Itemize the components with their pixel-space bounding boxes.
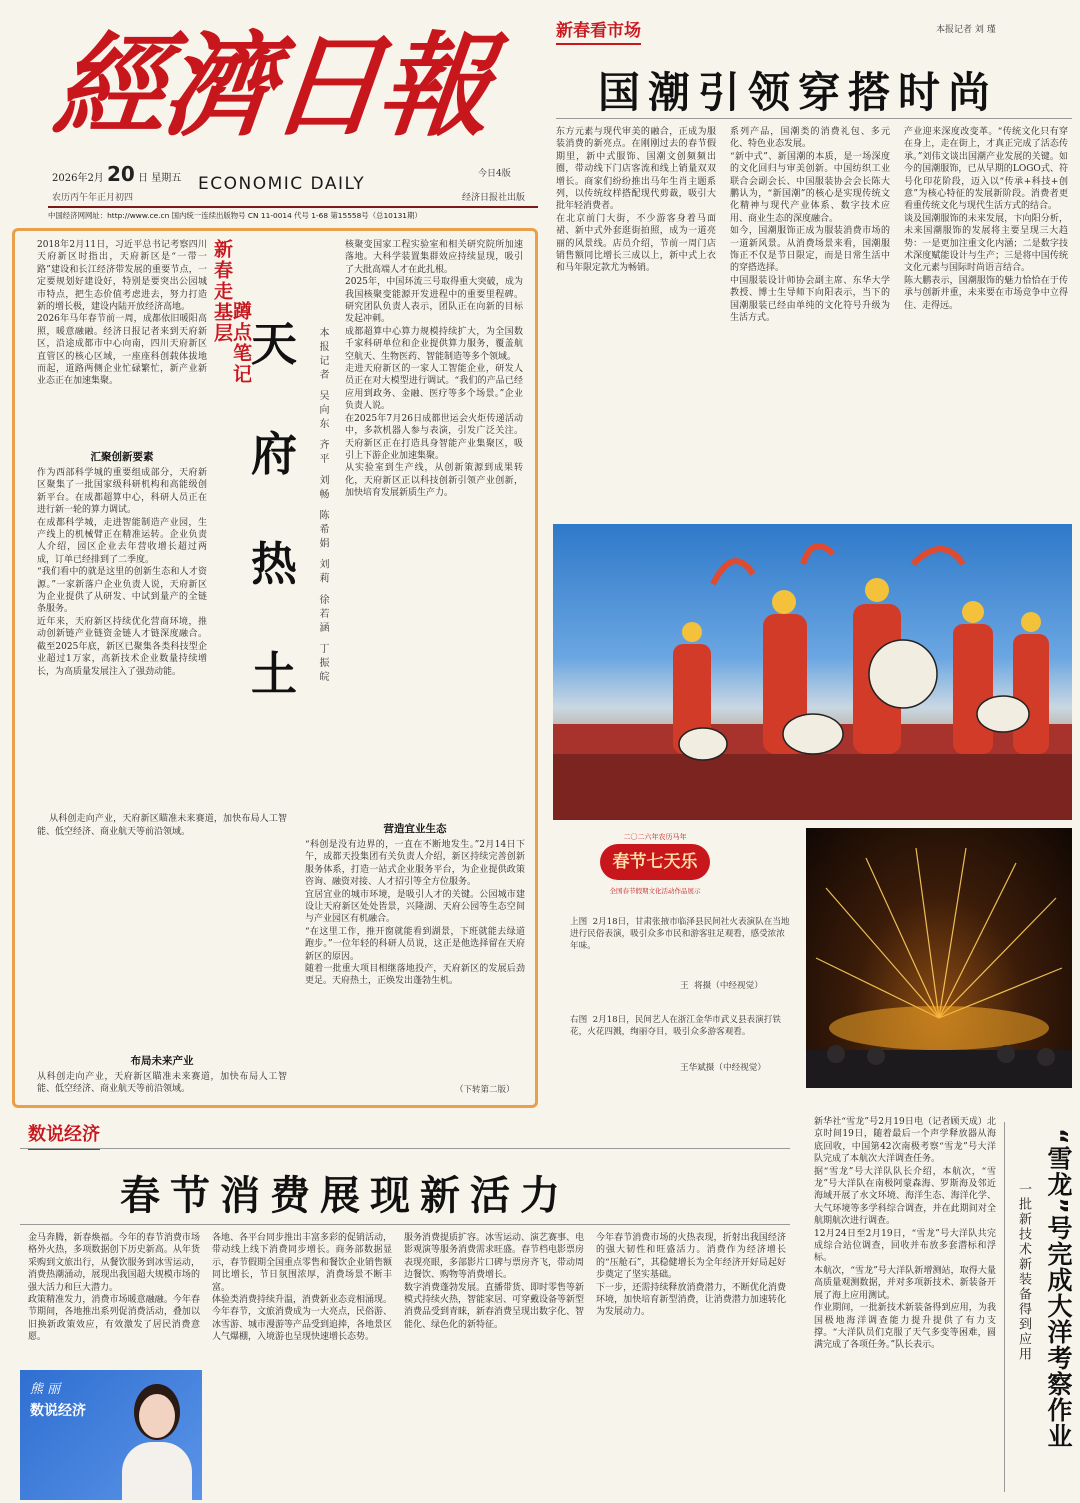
mid-column: 核聚变国家工程实验室和相关研究院所加速落地。大科学装置集群效应持续显现，吸引了大批高端人才在此扎根。 2025年，中国环流三号取得重大突破，成为我国核聚变能源开发进程中的重要里程碑。研究团队负责人表示，团队正在向新的目标发起冲刺。 成都超算中心算力规模持续扩大，为全国数千家科研单位和企业提供算力服务，覆盖航空航天、生物医药、智能制造等多个领域。 走进天府新区的一家人工智能企业，研发人员正在对大模型进行调试。“我们的产品已经应用到政务、金融、医疗等多个场景。”企业负责人说。 在2025年7月26日成都世运会火炬传递活动中，多款机器人参与表演，引发广泛关注。天府新区正在打造具身智能产业集聚区，吸引上下游企业加速集聚。 从实验室到生产线，从创新策源到成果转化，天府新区正以科技创新引领产业创新，加快培育发展新质生产力。 bbox=[345, 240, 523, 499]
top-column-3: 产业迎来深度改变革。“传统文化只有穿在身上，走在街上，才真正完成了活态传承。”刘伟文谈出国潮产业发展的关键。如今的国潮服饰，已从早期的LOGO式、符号化印花阶段，迈入以“传承+科技+创意”为核心特征的发展新阶段。消费者更看重传统文化与现代生活方式的结合。 谈及国潮服饰的未来发展，卞向阳分析，未来国潮服饰的发展将主要呈现三大趋势：一是更加注重文化内涵；二是数字技术深度赋能设计与生产；三是将中国传统文化元素与国际时尚语言结合。 陈大鹏表示，国潮服饰的魅力恰恰在于传承与创新并重，未来要在市场竞争中立得住、走得远。 bbox=[904, 127, 1068, 311]
top-feature bbox=[548, 0, 1080, 505]
columnist-label: 数说经济 bbox=[30, 1403, 86, 1419]
xuelong-headline: “雪龙”号完成大洋考察作业 bbox=[1044, 1128, 1073, 1449]
title-char-2: 府 bbox=[251, 427, 297, 481]
badge-top-text: 二〇二六年农历马年 bbox=[623, 833, 687, 841]
feature-title bbox=[251, 317, 311, 761]
photo-datiehua-art bbox=[806, 828, 1072, 1088]
newspaper-logo: 經濟日報 bbox=[48, 21, 494, 152]
top-headline-rule bbox=[556, 118, 1072, 119]
masthead bbox=[0, 0, 545, 230]
bottom-column-3: 服务消费提质扩容。冰雪运动、演艺赛事、电影观演等服务消费需求旺盛。春节档电影票房表现亮眼，多部影片口碑与票房齐飞，带动周边餐饮、购物等消费增长。 数字消费蓬勃发展。直播带货、即时零售等新模式持续火热，智能家居、可穿戴设备等新型消费品受到青睐，新春消费呈现出数字化、智能化、绿色化的新特征。 bbox=[404, 1233, 584, 1330]
date-line bbox=[52, 162, 181, 186]
lunar-date: 农历丙午年正月初四 bbox=[52, 193, 134, 203]
info-bar: 中国经济网网址：http://www.ce.cn 国内统一连续出版物号 CN 11-0014 代号 1-68 第15558号（总10131期） bbox=[48, 211, 422, 220]
caption-shehuo: 上图 2月18日，甘肃张掖市临泽县民间社火表演队在当地进行民俗表演，吸引众多市民和游客驻足观看，感受浓浓年味。 bbox=[570, 917, 790, 951]
title-char-3: 热 bbox=[251, 537, 297, 591]
caption-datiehua: 右图 2月18日，民间艺人在浙江金华市武义县表演打铁花，火花四溅，绚丽夺目，吸引众多游客观看。 bbox=[570, 1015, 781, 1037]
bottom-column-4: 今年春节消费市场的火热表现，折射出我国经济的强大韧性和旺盛活力。消费作为经济增长的“压舱石”，其稳健增长为全年经济开好局起好步奠定了坚实基础。 下一步，还需持续释放消费潜力，不断优化消费环境，加快培育新型消费，让消费潜力加速转化为发展动力。 bbox=[596, 1233, 786, 1318]
left-body-1: 作为西部科学城的重要组成部分，天府新区聚集了一批国家级科研机构和高能级创新平台。在成都超算中心，科研人员正在进行新一轮的算力调试。 在成都科学城，走进智能制造产业园，生产线上的机械臂正在精准运转。企业负责人介绍，园区企业去年营收增长超过两成，订单已经排到了二季度。 “我们看中的就是这里的创新生态和人才资源。”一家新落户企业负责人说，天府新区为企业提供了从研发、中试到量产的全链条服务。 近年来，天府新区持续优化营商环境，推动创新链产业链资金链人才链深度融合。截至2025年底，新区已聚集各类科技型企业超过1万家，高新技术企业数量持续增长，为高质量发展注入了强劲动能。 bbox=[37, 468, 207, 677]
subhead-yingzao: 营造宜业生态 bbox=[383, 823, 447, 835]
title-char-4: 土 bbox=[251, 647, 297, 701]
mid-column-2: “科创是没有边界的，一直在不断地发生。”2月14日下午，成都天投集团有关负责人介绍，新区持续完善创新服务体系，打造一站式企业服务平台，为企业提供政策咨询、融资对接、人才招引等全方位服务。 宜居宜业的城市环境，是吸引人才的关键。公园城市建设让天府新区处处皆景，兴隆湖、天府公园等生态空间与产业园区有机融合。 “在这里工作，推开窗就能看到湖景，下班就能去绿道跑步。”一位年轻的科研人员说，这正是他选择留在天府新区的原因。 随着一批重大项目相继落地投产，天府新区的发展后劲更足。天府热土，正焕发出蓬勃生机。 bbox=[305, 840, 525, 987]
feature-byline: 本报记者 吴向东 齐平 刘畅 陈希娟 刘莉 徐若涵 丁振皖 bbox=[317, 327, 328, 686]
columnist-photo bbox=[20, 1370, 202, 1500]
photo-shehuo bbox=[553, 524, 1072, 820]
page-count: 今日4版 bbox=[478, 169, 511, 179]
xuelong-divider bbox=[1004, 1122, 1005, 1492]
date-month: 2026年2月 bbox=[52, 173, 104, 184]
xuelong-article bbox=[808, 1112, 1080, 1503]
subhead-huiju: 汇聚创新要素 bbox=[90, 451, 154, 463]
left-lead: 2018年2月11日，习近平总书记考察四川天府新区时指出，天府新区是“一带一路”建设和长江经济带发展的重要节点，一定要规划好建设好，特别是要突出公园城市特点，把生态价值考虑进去，努力打造新的增长极，建设内陆开放经济高地。 2026年马年春节前一周，成都依旧暖阳高照，暖意融融。经济日报记者来到天府新区，沿途成都市中心向南，四川天府新区直管区的核心区域，一座座科创载体拔地而起，道路两侧企业忙碌繁忙，新产业新业态正在加速集聚。 bbox=[37, 240, 207, 387]
festival-badge bbox=[590, 832, 720, 904]
title-char-1: 天 bbox=[251, 317, 297, 371]
left-body-2-intro: 从科创走向产业，天府新区瞄准未来赛道，加快布局人工智能、低空经济、商业航天等前沿领域。 bbox=[37, 814, 287, 837]
publisher: 经济日报社出版 bbox=[462, 193, 526, 203]
top-column-2: 系列产品，国潮类的消费礼包、多元化、特色业态发展。 “新中式”、新国潮的本质，是一场深度的文化回归与审美创新。中国纺织工业联合会副会长、中国服装协会会长陈大鹏认为，“新国潮”的核心是实现传统文化精神与现代产业体系、数字技术应用、商业生态的深度融合。 如今，国潮服饰正成为服装消费市场的一道新风景。从消费场景来看，国潮服饰正不仅是节日限定，而是日常生活中的穿搭选择。 中国服装设计师协会副主席、东华大学教授、博士生导师下向阳表示，当下的国潮服装已经由单纯的文化符号升级为生活方式。 bbox=[730, 127, 890, 324]
masthead-rule bbox=[48, 206, 538, 208]
xuelong-body: 新华社“雪龙”号2月19日电（记者顾天成）北京时间19日，随着最后一个声学释放器从海底回收，中国第42次南极考察“雪龙”号大洋队完成了本航次大洋调查任务。 据“雪龙”号大洋队队长介绍，本航次，“雪龙”号大洋队在南极阿蒙森海、罗斯海及邻近海域开展了水文环境、海洋生态、海洋化学、大气环境等多学科综合调查，并在此期间对全航期航次进行调查。 12月24日至2月19日，“雪龙”号大洋队共完成综合站位调查，回收并布放多套潜标和浮标。 本航次，“雪龙”号大洋队新增测站，取得大量高质量观测数据，并对多项新技术、新装备开展了海上应用测试。 作业期间，一批新技术新装备得到应用，为我国极地海洋调查能力提升提供了有力支撑。“大洋队员们克服了天气多变等困难，圆满完成了各项任务。”队长表示。 bbox=[814, 1117, 996, 1351]
bottom-headline-rule bbox=[20, 1224, 790, 1225]
badge-main: 春节七天乐 bbox=[600, 844, 710, 880]
date-weekday: 日 星期五 bbox=[138, 173, 182, 184]
bottom-column-1: 金马奔腾，新春焕福。今年的春节消费市场格外火热，多项数据创下历史新高。从年货采购到文旅出行，从餐饮服务到冰雪运动，消费热潮涌动，展现出我国超大规模市场的强大活力和巨大潜力。 政策精准发力，消费市场暖意融融。今年春节期间，各地推出系列促消费活动，叠加以旧换新政策效应，有效激发了居民消费意愿。 bbox=[28, 1233, 200, 1343]
columnist-name: 熊 丽 bbox=[30, 1382, 61, 1397]
badge-sub-text: 全国春节假期文化活动作品展示 bbox=[609, 887, 701, 895]
section-label-line-1: 新春走基层 bbox=[211, 239, 233, 344]
columnist-portrait bbox=[122, 1384, 192, 1500]
left-feature-box bbox=[12, 228, 538, 1108]
photo-datiehua bbox=[806, 828, 1072, 1088]
bottom-economy bbox=[0, 1112, 800, 1503]
section-label-shuoshuo: 数说经济 bbox=[28, 1120, 100, 1150]
credit-datiehua: 王华斌摄（中经视觉） bbox=[680, 1063, 766, 1073]
top-column-1: 东方元素与现代审美的融合，正成为服装消费的新亮点。在刚刚过去的春节假期里，新中式服饰、国潮文创频频出圈，带动线下门店客流和线上销量双双增长。商家们纷纷推出马年生肖主题系列，以传统纹样搭配现代剪裁，吸引大批年轻消费者。 在北京前门大街，不少游客身着马面裙、新中式外套逛街拍照，成为一道亮丽的风景线。店员介绍，节前一周门店销售额同比增长三成以上，新中式上衣和马年限定款尤为畅销。 bbox=[556, 127, 716, 274]
xuelong-subhead: 一批新技术新装备得到应用 bbox=[1016, 1182, 1031, 1362]
top-headline: 国潮引领穿搭时尚 bbox=[598, 68, 999, 117]
credit-shehuo: 王 将摄（中经视觉） bbox=[680, 981, 763, 991]
bottom-column-2: 各地、各平台同步推出丰富多彩的促销活动，带动线上线下消费同步增长。商务部数据显示，春节假期全国重点零售和餐饮企业销售额同比增长，节日氛围浓厚，消费场景不断丰富。 体验类消费持续升温，消费新业态竞相涌现。今年春节，文旅消费成为一大亮点，民俗游、冰雪游、城市漫游等产品受到追捧，各地景区人气爆棚，入境游也呈现快速增长态势。 bbox=[212, 1233, 392, 1343]
section-label-xinchun: 新春看市场 bbox=[556, 16, 641, 45]
photo-shehuo-art bbox=[553, 524, 1072, 820]
top-byline: 本报记者 刘 瑾 bbox=[936, 25, 996, 35]
date-day: 20 bbox=[107, 162, 135, 186]
left-body-2: 从科创走向产业，天府新区瞄准未来赛道，加快布局人工智能、低空经济、商业航天等前沿领域。 bbox=[37, 1072, 287, 1095]
bottom-top-rule bbox=[20, 1148, 790, 1149]
continued-note: （下转第二版） bbox=[455, 1085, 515, 1095]
section-label-line-2: 蹲点笔记 bbox=[230, 301, 252, 385]
english-title: ECONOMIC DAILY bbox=[198, 174, 366, 194]
bottom-headline: 春节消费展现新活力 bbox=[120, 1173, 570, 1219]
left-body-1b bbox=[37, 801, 287, 1041]
subhead-buju: 布局未来产业 bbox=[130, 1055, 194, 1067]
